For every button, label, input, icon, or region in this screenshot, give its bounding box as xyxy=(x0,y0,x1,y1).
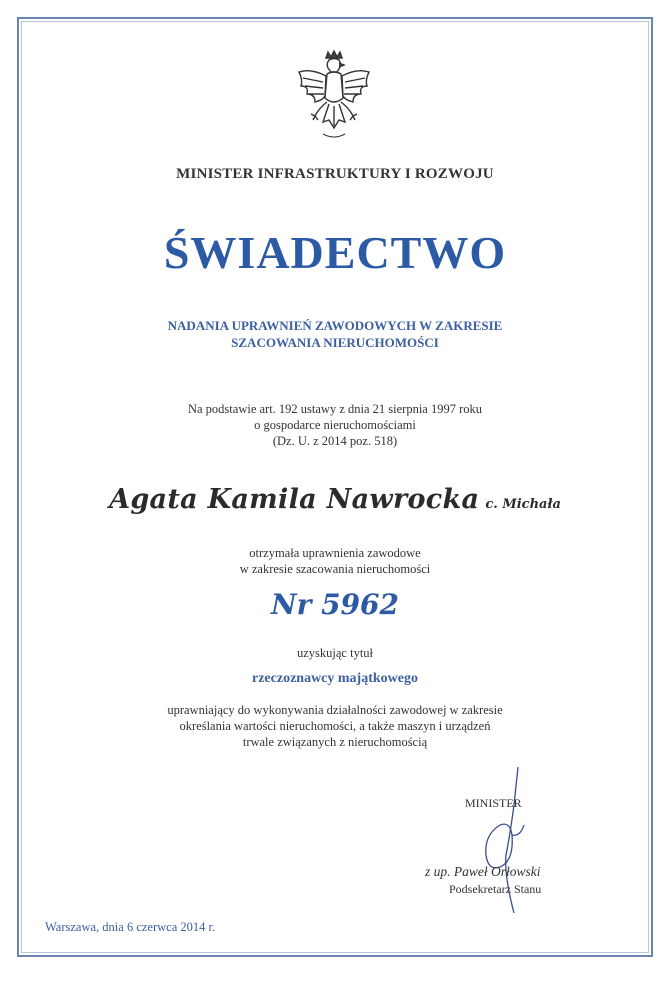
signatory-title: Podsekretarz Stanu xyxy=(449,882,542,896)
signatory-role: MINISTER xyxy=(465,796,522,810)
entitle-line-3: trwale związanych z nieruchomością xyxy=(242,735,428,749)
document-title: ŚWIADECTWO xyxy=(163,227,507,278)
signatory-name: z up. Paweł Orłowski xyxy=(425,864,541,879)
holder-father: c. Michała xyxy=(485,497,561,512)
subtitle-line-2: SZACOWANIA NIERUCHOMOŚCI xyxy=(231,335,439,350)
obtaining-text: uzyskując tytuł xyxy=(296,646,374,660)
certificate-number: Nr 5962 xyxy=(270,588,400,621)
received-line-1: otrzymała uprawnienia zawodowe xyxy=(249,546,421,560)
received-line-2: w zakresie szacowania nieruchomości xyxy=(239,562,431,576)
place-and-date: Warszawa, dnia 6 czerwca 2014 r. xyxy=(45,920,216,934)
document-subtitle xyxy=(0,317,670,351)
holder-name: Agata Kamila Nawrocka xyxy=(109,484,480,515)
issuer-heading: MINISTER INFRASTRUKTURY I ROZWOJU xyxy=(176,166,494,182)
entitle-line-1: uprawniający do wykonywania działalności zawodowej w zakresie xyxy=(167,703,503,717)
basis-line-2: o gospodarce nieruchomościami xyxy=(254,418,416,432)
received-statement xyxy=(0,545,670,577)
subtitle-line-1: NADANIA UPRAWNIEŃ ZAWODOWYCH W ZAKRESIE xyxy=(167,318,503,333)
professional-title: rzeczoznawcy majątkowego xyxy=(252,671,418,686)
holder-line xyxy=(0,484,670,515)
legal-basis xyxy=(0,401,670,449)
basis-line-1: Na podstawie art. 192 ustawy z dnia 21 sierpnia 1997 roku xyxy=(187,402,483,416)
entitlement-statement xyxy=(0,702,670,750)
basis-line-3: (Dz. U. z 2014 poz. 518) xyxy=(272,434,398,448)
eagle-emblem-icon xyxy=(293,50,375,150)
entitle-line-2: określania wartości nieruchomości, a także maszyn i urządzeń xyxy=(179,719,491,733)
